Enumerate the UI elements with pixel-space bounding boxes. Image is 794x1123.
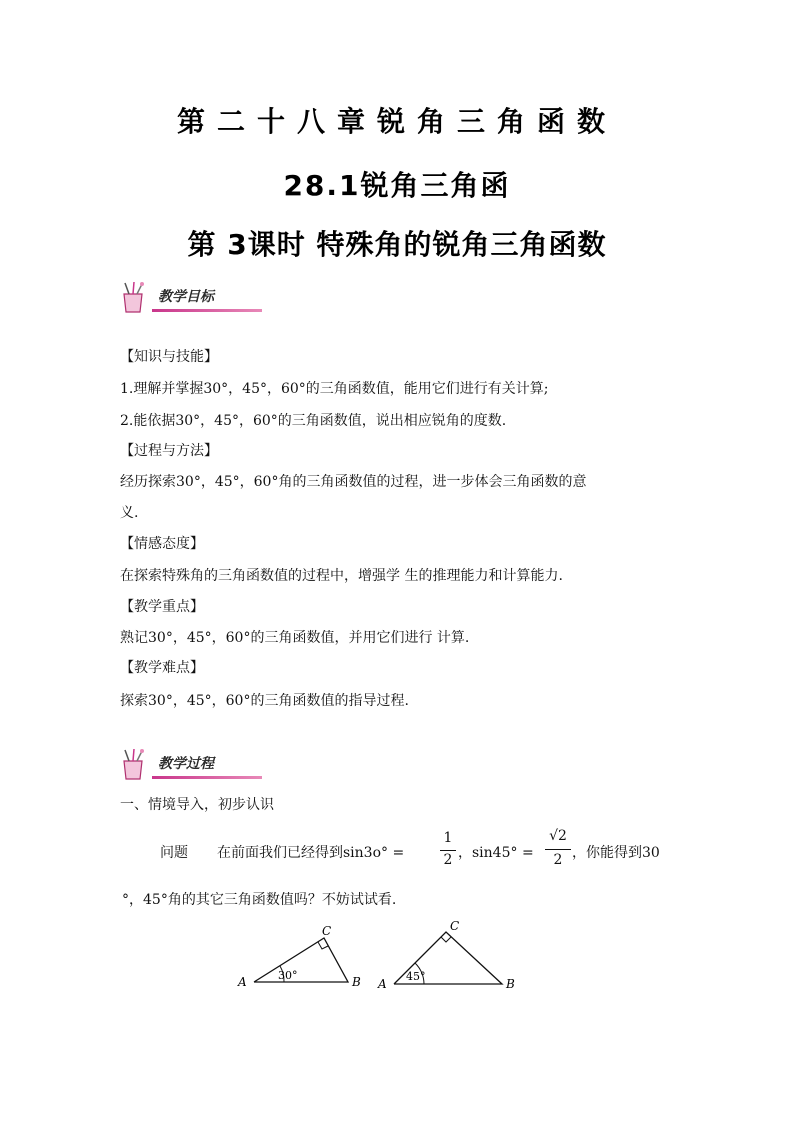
key-item-1: 熟记30°，45°，60°的三角函数值，并用它们进行 计算.: [120, 630, 470, 646]
vertex-a-label: A: [378, 977, 387, 991]
difficulty-item-1: 探索30°，45°，60°的三角函数值的指导过程.: [120, 693, 409, 709]
vertex-a-label: A: [238, 975, 247, 989]
knowledge-header: 【知识与技能】: [120, 349, 218, 365]
emotion-item-1: 在探索特殊角的三角函数值的过程中，增强学 生的推理能力和计算能力.: [120, 568, 563, 584]
goals-badge-underline: [152, 309, 262, 312]
fraction-numerator: 1: [443, 830, 453, 846]
pen-holder-icon: [118, 280, 154, 316]
question-part-2: ，sin45° =: [458, 845, 534, 861]
fraction-root2-half: [545, 828, 571, 870]
goals-badge-label: 教学目标: [158, 289, 214, 305]
fraction-denominator: 2: [443, 852, 453, 868]
knowledge-item-1: 1.理解并掌握30°，45°，60°的三角函数值，能用它们进行有关计算;: [120, 381, 549, 397]
pen-holder-icon: [118, 747, 154, 783]
method-item-1: 经历探索30°，45°，60°角的三角函数值的过程，进一步体会三角函数的意: [120, 474, 587, 490]
lesson-title: 第 3课时 特殊角的锐角三角函数: [187, 228, 607, 261]
vertex-b-label: B: [352, 975, 361, 989]
method-item-2: 义.: [120, 505, 139, 521]
fraction-numerator: √2: [549, 828, 567, 844]
right-angle-mark: [441, 937, 451, 942]
chapter-title: 第二十八章锐角三角函数: [176, 105, 617, 138]
question-line-2: °，45°角的其它三角函数值吗？不妨试试看.: [122, 892, 397, 908]
process-badge-underline: [152, 776, 262, 779]
triangle-30-figure: [236, 922, 366, 994]
fraction-denominator: 2: [553, 852, 563, 868]
difficulty-header: 【教学难点】: [120, 660, 204, 676]
question-label: 问题: [160, 845, 188, 861]
vertex-b-label: B: [506, 977, 515, 991]
fraction-bar: [545, 849, 571, 850]
fraction-bar: [440, 850, 456, 851]
question-part-1: 在前面我们已经得到sin3o° =: [217, 845, 405, 861]
process-badge-label: 教学过程: [158, 756, 214, 772]
vertex-c-label: C: [322, 924, 332, 938]
vertex-c-label: C: [450, 919, 460, 933]
triangle-30-outline: [254, 938, 348, 982]
triangle-45-figure: [374, 918, 524, 996]
goals-badge: [118, 280, 248, 316]
section-title: 28.1锐角三角函: [283, 169, 511, 202]
emotion-header: 【情感态度】: [120, 536, 204, 552]
angle-label: 30°: [278, 969, 298, 982]
key-header: 【教学重点】: [120, 599, 204, 615]
question-part-3: ，你能得到30: [572, 845, 660, 861]
fraction-one-half: [440, 830, 456, 870]
method-header: 【过程与方法】: [120, 443, 218, 459]
knowledge-item-2: 2.能依据30°，45°，60°的三角函数值，说出相应锐角的度数.: [120, 413, 507, 429]
process-badge: [118, 747, 248, 783]
angle-label: 45°: [406, 970, 426, 983]
step-1-heading: 一、情境导入，初步认识: [120, 797, 274, 813]
